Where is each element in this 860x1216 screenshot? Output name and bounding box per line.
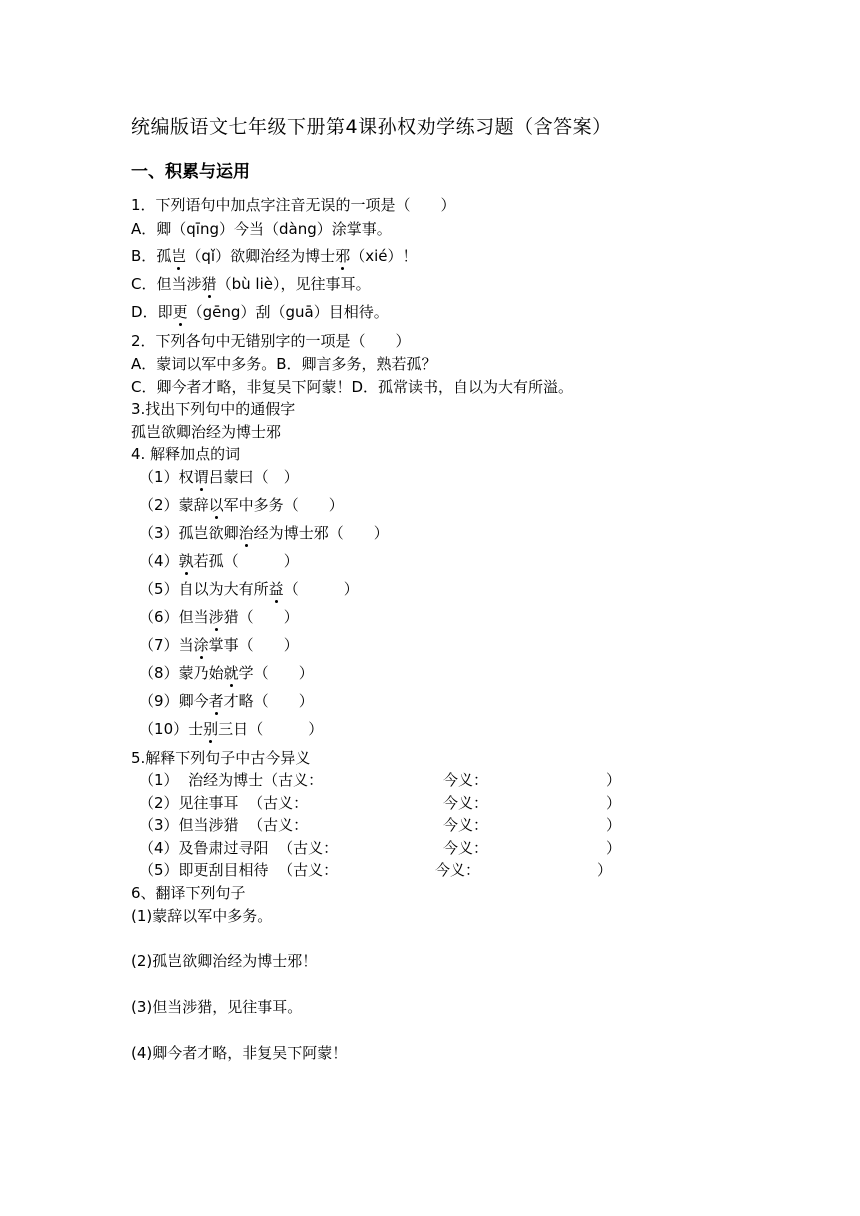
q4-item: （6）但当涉猎（ ） xyxy=(139,608,299,626)
q5-row-mid: 今义： xyxy=(435,861,481,879)
emphasis-dot-char: 以 xyxy=(208,496,224,514)
q4-item: （4）孰若孤（ ） xyxy=(139,552,299,570)
q3-sentence: 孤岂欲卿治经为博士邪 xyxy=(131,423,282,441)
document-title: 统编版语文七年级下册第4课孙权劝学练习题（含答案） xyxy=(131,116,612,138)
emphasis-dot-char: 涉 xyxy=(208,608,224,626)
q1-option-c: C．但当涉猎（bù liè），见往事耳。 xyxy=(131,275,371,293)
q4-item: （1）权谓吕蒙曰（ ） xyxy=(139,468,299,486)
q1-stem: 1．下列语句中加点字注音无误的一项是（ ） xyxy=(131,196,456,214)
emphasis-dot-char: 更 xyxy=(172,303,188,321)
q4-item: （3）孤岂欲卿治经为博士邪（ ） xyxy=(139,524,389,542)
q2-stem: 2．下列各句中无错别字的一项是（ ） xyxy=(131,332,411,350)
q4-item: （5）自以为大有所益（ ） xyxy=(139,580,359,598)
q5-row-left: （5）即更刮目相待 （古义： xyxy=(139,861,339,879)
q6-stem: 6、翻译下列句子 xyxy=(131,884,246,902)
emphasis-dot-char: 谓 xyxy=(193,468,209,486)
q6-item: (1)蒙辞以军中多务。 xyxy=(131,907,273,925)
q6-item: (4)卿今者才略，非复吴下阿蒙！ xyxy=(131,1044,348,1062)
q5-row-mid: 今义： xyxy=(443,816,489,834)
emphasis-dot-char: 者 xyxy=(208,692,224,710)
emphasis-dot-char: 岂 xyxy=(171,247,187,265)
q5-row-mid: 今义： xyxy=(443,839,489,857)
q5-row-mid: 今义： xyxy=(443,794,489,812)
q2-options-ab: A．蒙词以军中多务。B．卿言多务，熟若孤？ xyxy=(131,355,437,373)
emphasis-dot-char: 就 xyxy=(223,664,239,682)
q5-row-mid: 今义： xyxy=(443,771,489,789)
emphasis-dot-char: 涂 xyxy=(193,636,209,654)
q4-item: （9）卿今者才略（ ） xyxy=(139,692,314,710)
emphasis-dot-char: 别 xyxy=(203,720,219,738)
q6-item: (2)孤岂欲卿治经为博士邪！ xyxy=(131,952,318,970)
q2-options-cd: C．卿今者才略，非复吴下阿蒙！D．孤常读书，自以为大有所溢。 xyxy=(131,378,574,396)
q5-row-end: ） xyxy=(597,861,613,879)
emphasis-dot-char: 猎 xyxy=(201,275,217,293)
q4-stem: 4. 解释加点的词 xyxy=(131,445,241,463)
emphasis-dot-char: 孰 xyxy=(178,552,194,570)
q5-stem: 5.解释下列句子中古今异义 xyxy=(131,749,311,767)
q1-option-d: D．即更（gēng）刮（guā）目相待。 xyxy=(131,303,389,321)
q5-row-left: （1） 治经为博士（古义： xyxy=(139,771,324,789)
emphasis-dot-char: 益 xyxy=(268,580,284,598)
q4-item: （8）蒙乃始就学（ ） xyxy=(139,664,314,682)
q5-row-left: （2）见往事耳 （古义： xyxy=(139,794,309,812)
q6-item: (3)但当涉猎，见往事耳。 xyxy=(131,998,303,1016)
q4-item: （2）蒙辞以军中多务（ ） xyxy=(139,496,344,514)
q5-row-end: ） xyxy=(606,839,622,857)
q1-option-a: A．卿（qīng）今当（dàng）涂掌事。 xyxy=(131,220,392,238)
emphasis-dot-char: 邪 xyxy=(335,247,351,265)
q4-item: （10）士别三日（ ） xyxy=(139,720,324,738)
emphasis-dot-char: 治 xyxy=(238,524,254,542)
q5-row-end: ） xyxy=(606,816,622,834)
q1-option-b: B．孤岂（qǐ）欲卿治经为博士邪（xié）！ xyxy=(131,247,418,265)
q5-row-end: ） xyxy=(606,794,622,812)
q5-row-end: ） xyxy=(606,771,622,789)
section-heading: 一、积累与运用 xyxy=(131,162,250,182)
q4-item: （7）当涂掌事（ ） xyxy=(139,636,299,654)
q5-row-left: （4）及鲁肃过寻阳 （古义： xyxy=(139,839,339,857)
q5-row-left: （3）但当涉猎 （古义： xyxy=(139,816,309,834)
q3-stem: 3.找出下列句中的通假字 xyxy=(131,400,296,418)
